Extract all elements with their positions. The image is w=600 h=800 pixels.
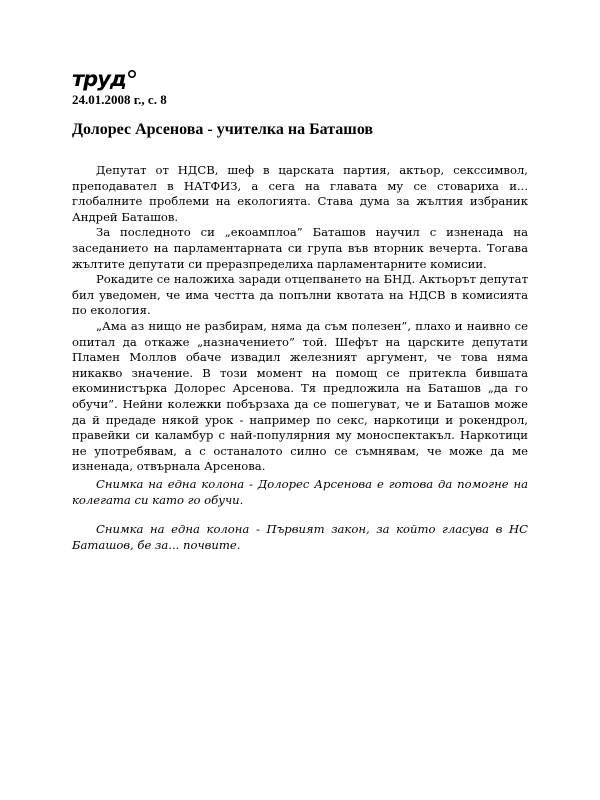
article-paragraph: Депутат от НДСВ, шеф в царската партия, актьор, секссимвол, преподавател в НАТФИЗ, а сега на главата му се стовариха и... глобалните проблеми на екологията. Става дума за жълтия избраник Андрей Баташов. <box>72 163 528 224</box>
photo-caption: Снимка на една колона - Долорес Арсенова е готова да помогне на колегата си като го обучи. <box>72 477 528 507</box>
newspaper-logo <box>72 66 142 92</box>
article-paragraph: „Ама аз нищо не разбирам, няма да съм полезен”, плахо и наивно се опитал да откаже „назначението” той. Шефът на царските депутати Пламен Моллов обаче извадил железният аргумент, че това няма никакво значение. В този момент на помощ се притекла бившата екоминистърка Долорес Арсенова. Тя предложила на Баташов „да го обучи”. Нейни колежки побързаха да се пошегуват, че и Баташов може да й предаде някой урок - например по секс, наркотици и рокендрол, правейки си каламбур с най-популярния му моноспектакъл. Наркотици не употребявам, а с останалото силно се съмнявам, че може да ме изненада, отвърнала Арсенова. <box>72 318 528 474</box>
article-body <box>72 163 528 475</box>
article-paragraph: За последното си „екоамплоа” Баташов научил с изненада на заседанието на парламентарната си група във вторник вечерта. Тогава жълтите депутати си преразпределиха парламентарните комисии. <box>72 225 528 271</box>
issue-date: 24.01.2008 г., с. 8 <box>72 92 167 107</box>
photo-captions <box>72 477 528 567</box>
article-paragraph: Рокадите се наложиха заради отцепването на БНД. Актьорът депутат бил уведомен, че има честта да попълни квотата на НДСВ в комисията по екология. <box>72 272 528 318</box>
logo-dot <box>129 71 135 77</box>
photo-caption: Снимка на една колона - Първият закон, за който гласува в НС Баташов, бе за... почвите. <box>72 522 528 552</box>
article-title: Долорес Арсенова - учителка на Баташов <box>72 121 374 138</box>
logo-lettering: труд <box>72 67 126 91</box>
trud-logo-icon <box>72 66 142 92</box>
